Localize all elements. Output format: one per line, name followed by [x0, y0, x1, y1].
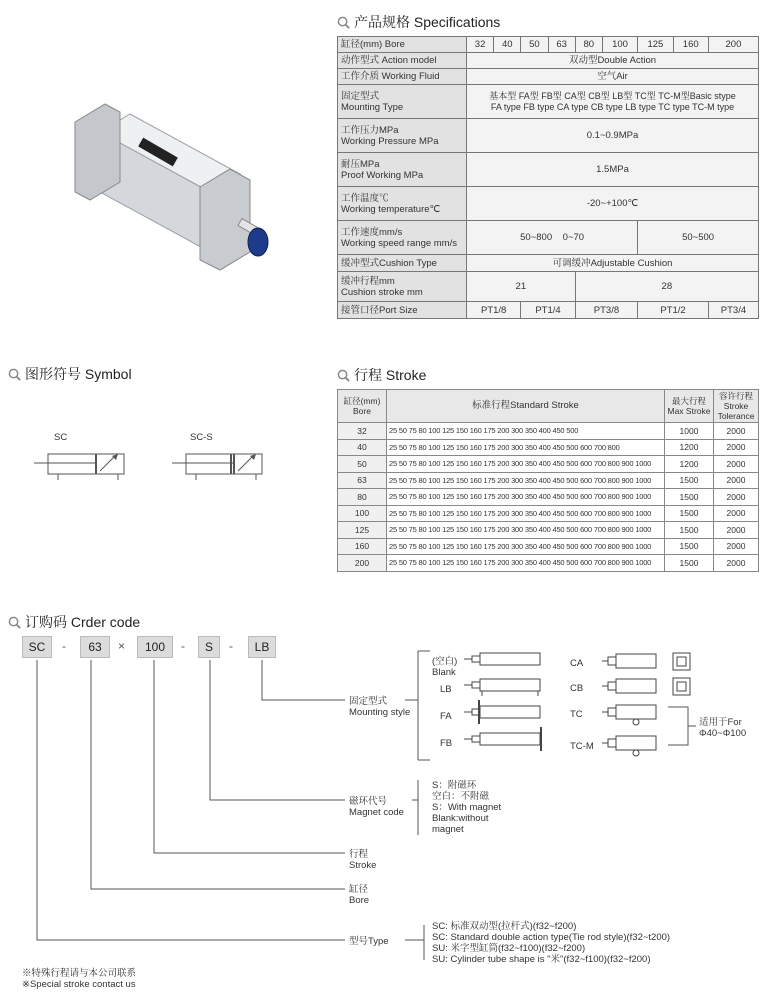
mount-label-cn: 固定型式	[341, 90, 380, 102]
order-stroke-en: Stroke	[349, 860, 377, 871]
mounting-drawings-right	[600, 650, 670, 760]
stroke-max-cell: 1500	[665, 505, 714, 522]
stroke-max-cell: 1500	[665, 489, 714, 506]
order-bore-cn: 缸径	[349, 884, 369, 895]
cushion-value: 可调缓冲Adjustable Cushion	[467, 255, 759, 272]
pressure-label-cn: 工作压力MPa	[341, 124, 399, 136]
mount-tcm-label: TC-M	[570, 741, 594, 752]
type-option-1: SC: 标准双动型(拉杆式)(f32~f200)	[432, 921, 577, 932]
cushion-stroke-label-en: Cushion stroke mm	[341, 286, 423, 298]
mount-value-2: FA type FB type CA type CB type LB type TC type TC-M type	[490, 101, 735, 112]
cushion-stroke-label-cn: 缓冲行程mm	[341, 275, 395, 287]
stroke-max-cell: 1500	[665, 555, 714, 572]
type-option-2: SC: Standard double action type(Tie rod style)(f32~t200)	[432, 932, 671, 943]
magnet-code-label	[349, 796, 404, 818]
action-label: 动作型式 Action model	[338, 53, 467, 69]
port-cell: PT1/8	[467, 302, 521, 319]
magnet-code-en: Magnet code	[349, 807, 404, 818]
order-stroke-label	[349, 849, 376, 871]
order-code-dash: -	[62, 639, 66, 653]
port-cell: PT1/2	[638, 302, 709, 319]
order-code-100: 100	[137, 636, 173, 658]
stroke-tolerance-cell: 2000	[714, 538, 759, 555]
magnet-option-2: 空白：不附磁	[432, 791, 490, 802]
mount-blank-cn: (空白)	[432, 656, 458, 667]
stroke-bore-cell: 80	[338, 489, 387, 506]
mount-blank-label	[432, 656, 457, 678]
magnet-option-4: Blank:without	[432, 813, 489, 824]
bore-cell: 63	[548, 37, 575, 53]
magnet-option-1: S：附磁环	[432, 780, 477, 791]
cushion-stroke-value-b: 28	[575, 272, 758, 302]
symbol-scs-label: SC-S	[190, 432, 213, 443]
order-code-63: 63	[80, 636, 110, 658]
stroke-bore-cell: 100	[338, 505, 387, 522]
applies-range: Φ40~Φ100	[699, 728, 747, 739]
stroke-standard-cell: 25 50 75 80 100 125 150 160 175 200 300 350 400 450 500 600 700 800 900 1000	[387, 472, 665, 489]
order-bore-en: Bore	[349, 895, 370, 906]
bore-cell: 125	[638, 37, 673, 53]
stroke-standard-cell: 25 50 75 80 100 125 150 160 175 200 300 350 400 450 500 600 700 800 900 1000	[387, 505, 665, 522]
magnet-option-5: magnet	[432, 824, 464, 835]
bore-cell: 160	[673, 37, 708, 53]
bore-cell: 40	[494, 37, 521, 53]
temperature-value: -20~+100℃	[467, 187, 759, 221]
stroke-standard-cell: 25 50 75 80 100 125 150 160 175 200 300 350 400 450 500 600 700 800	[387, 439, 665, 456]
mounting-endview-drawings	[672, 652, 692, 698]
stroke-standard-cell: 25 50 75 80 100 125 150 160 175 200 300 350 400 450 500	[387, 423, 665, 440]
specifications-title-text: 产品规格 Specifications	[354, 14, 501, 30]
temperature-label-en: Working temperature℃	[341, 203, 441, 215]
order-stroke-cn: 行程	[349, 849, 369, 860]
fluid-label: 工作介质 Working Fluid	[338, 69, 467, 85]
symbol-title-text: 图形符号 Symbol	[25, 366, 132, 382]
order-code-dash: -	[229, 639, 233, 653]
stroke-tolerance-cell: 2000	[714, 522, 759, 539]
stroke-head-max-en: Max Stroke	[667, 406, 711, 416]
order-type-options	[432, 921, 670, 965]
bore-cell: 80	[575, 37, 602, 53]
port-cell: PT3/8	[575, 302, 638, 319]
mount-fa-label: FA	[440, 711, 452, 722]
stroke-tolerance-cell: 2000	[714, 439, 759, 456]
stroke-standard-cell: 25 50 75 80 100 125 150 160 175 200 300 350 400 450 500 600 700 800 900 1000	[387, 489, 665, 506]
footer-note	[22, 968, 136, 990]
mount-value-1: 基本型 FA型 FB型 CA型 CB型 LB型 TC型 TC-M型Basic stype	[489, 90, 736, 101]
port-cell: PT1/4	[521, 302, 575, 319]
stroke-title-text: 行程 Stroke	[354, 367, 427, 383]
stroke-max-cell: 1500	[665, 538, 714, 555]
stroke-standard-cell: 25 50 75 80 100 125 150 160 175 200 300 350 400 450 500 600 700 800 900 1000	[387, 522, 665, 539]
stroke-tolerance-cell: 2000	[714, 555, 759, 572]
mount-label-en: Mounting Type	[341, 101, 404, 113]
mount-ca-label: CA	[570, 658, 584, 669]
speed-value-a: 50~800 0~70	[467, 221, 638, 255]
cushion-stroke-value-a: 21	[467, 272, 576, 302]
stroke-max-cell: 1000	[665, 423, 714, 440]
stroke-bore-cell: 160	[338, 538, 387, 555]
cushion-label: 缓冲型式Cushion Type	[338, 255, 467, 272]
port-label: 接管口径Port Size	[338, 302, 467, 319]
proof-value: 1.5MPa	[467, 153, 759, 187]
pressure-value: 0.1~0.9MPa	[467, 119, 759, 153]
stroke-head-bore-en: Bore	[353, 406, 371, 416]
order-code-title-text: 订购码 Crder code	[25, 614, 141, 630]
action-value: 双动型Double Action	[467, 53, 759, 69]
stroke-head-std: 标准行程Standard Stroke	[387, 390, 665, 423]
proof-label-cn: 耐压MPa	[341, 158, 380, 170]
pressure-label-en: Working Pressure MPa	[341, 135, 439, 147]
mounting-drawings-left	[462, 648, 552, 760]
speed-label-en: Working speed range mm/s	[341, 237, 457, 249]
bore-label: 缸径(mm) Bore	[338, 37, 467, 53]
stroke-bore-cell: 200	[338, 555, 387, 572]
mount-cb-label: CB	[570, 683, 584, 694]
stroke-standard-cell: 25 50 75 80 100 125 150 160 175 200 300 350 400 450 500 600 700 800 900 1000	[387, 538, 665, 555]
mount-style-en: Mounting style	[349, 707, 411, 718]
magnet-code-cn: 磁环代号	[349, 796, 388, 807]
mount-lb-label: LB	[440, 684, 452, 695]
order-bore-label	[349, 884, 369, 906]
stroke-tolerance-cell: 2000	[714, 472, 759, 489]
fluid-value: 空气Air	[467, 69, 759, 85]
stroke-standard-cell: 25 50 75 80 100 125 150 160 175 200 300 350 400 450 500 600 700 800 900 1000	[387, 555, 665, 572]
stroke-head-tol-cn: 容许行程	[718, 391, 753, 401]
speed-value-b: 50~500	[638, 221, 759, 255]
speed-label-cn: 工作速度mm/s	[341, 226, 403, 238]
applies-cn: 适用于For	[699, 717, 742, 728]
bore-cell: 100	[602, 37, 637, 53]
stroke-bore-cell: 125	[338, 522, 387, 539]
type-option-3: SU: 米字型缸筒(f32~f100)(f32~f200)	[432, 943, 586, 954]
stroke-head-tol-en1: Stroke	[723, 401, 749, 411]
applies-label	[699, 717, 746, 739]
stroke-tolerance-cell: 2000	[714, 489, 759, 506]
bore-cell: 50	[521, 37, 548, 53]
order-code-times: ×	[118, 639, 126, 653]
stroke-max-cell: 1200	[665, 456, 714, 473]
stroke-bore-cell: 50	[338, 456, 387, 473]
stroke-head-tol-en2: Tolerance	[717, 411, 755, 421]
order-code-sc: SC	[22, 636, 52, 658]
stroke-max-cell: 1200	[665, 439, 714, 456]
bore-cell: 32	[467, 37, 494, 53]
mount-fb-label: FB	[440, 738, 453, 749]
bore-cell: 200	[708, 37, 758, 53]
stroke-bore-cell: 40	[338, 439, 387, 456]
order-code-lb: LB	[248, 636, 276, 658]
symbol-sc-label: SC	[54, 432, 68, 443]
mount-style-label	[349, 696, 410, 718]
mount-blank-en: Blank	[432, 667, 456, 678]
stroke-head-bore-cn: 缸径(mm)	[343, 396, 381, 406]
stroke-max-cell: 1500	[665, 522, 714, 539]
order-type-label: 型号Type	[349, 936, 389, 947]
stroke-tolerance-cell: 2000	[714, 456, 759, 473]
stroke-bore-cell: 63	[338, 472, 387, 489]
magnet-options	[432, 780, 501, 835]
order-code-dash: -	[181, 639, 185, 653]
footer-note-cn: ※特殊行程请与本公司联系	[22, 968, 137, 979]
type-option-4: SU: Cylinder tube shape is "米"(f32~f100)(f32~f200)	[432, 954, 651, 965]
temperature-label-cn: 工作温度℃	[341, 192, 389, 204]
order-code-s: S	[198, 636, 220, 658]
stroke-tolerance-cell: 2000	[714, 423, 759, 440]
proof-label-en: Proof Working MPa	[341, 169, 424, 181]
footer-note-en: ※Special stroke contact us	[22, 979, 136, 990]
mount-style-cn: 固定型式	[349, 696, 388, 707]
port-cell: PT3/4	[708, 302, 758, 319]
mount-tc-label: TC	[570, 709, 583, 720]
stroke-tolerance-cell: 2000	[714, 505, 759, 522]
stroke-max-cell: 1500	[665, 472, 714, 489]
magnet-option-3: S：With magnet	[432, 802, 502, 813]
stroke-standard-cell: 25 50 75 80 100 125 150 160 175 200 300 350 400 450 500 600 700 800 900 1000	[387, 456, 665, 473]
stroke-head-max-cn: 最大行程	[671, 396, 706, 406]
stroke-bore-cell: 32	[338, 423, 387, 440]
